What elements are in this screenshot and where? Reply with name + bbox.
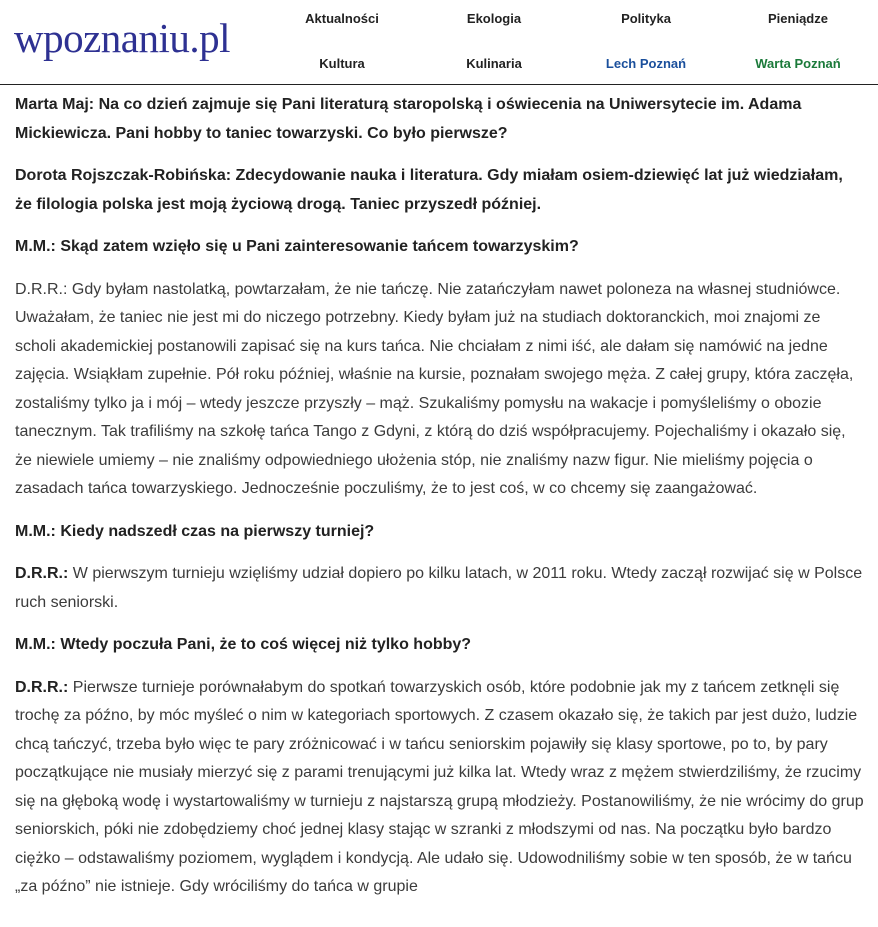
nav-item-ekologia[interactable]: Ekologia <box>466 11 522 26</box>
nav-item-kulinaria[interactable]: Kulinaria <box>466 56 522 71</box>
answer-text: Pierwsze turnieje porównałabym do spotkań towarzyskich osób, które podobnie jak my z tańcem zetknęli się trochę za późno, by móc myśleć o nim w kategoriach sportowych. Z czasem okazało się, że takich par jest dużo, ludzie chcą tańczyć, trzeba było więc te pary zróżnicować i w tańcu seniorskim pojawiły się klasy sportowe, po to, by pary początkujące nie musiały mierzyć się z parami trenującymi już kilka lat. Wtedy wraz z mężem stwierdziliśmy, że rzucimy się na głęboką wodę i wystartowaliśmy w turnieju z najstarszą grupą młodzieży. Postanowiliśmy, że nie wrócimy do grup seniorskich, póki nie zdobędziemy choć jednej klasy stając w szranki z młodszymi od nas. Na początku było bardzo ciężko – odstawaliśmy poziomem, wyglądem i kondycją. Ale udało się. Udowodniliśmy sobie w ten sposób, że w tańcu „za późno” nie istnieje. Gdy wróciliśmy do tańca w grupie <box>15 678 864 895</box>
speaker-label: D.R.R.: <box>15 678 69 696</box>
nav-item-aktualnosci[interactable]: Aktualności <box>305 11 379 26</box>
nav-item-pieniadze[interactable]: Pieniądze <box>768 11 828 26</box>
interview-question: M.M.: Wtedy poczuła Pani, że to coś więcej niż tylko hobby? <box>15 636 472 653</box>
interview-question: Marta Maj: Na co dzień zajmuje się Pani literaturą staropolską i oświecenia na Uniwersytecie im. Adama Mickiewicza. Pani hobby to taniec towarzyski. Co było pierwsze? <box>15 96 802 142</box>
interview-answer: D.R.R.: Gdy byłam nastolatką, powtarzałam, że nie tańczę. Nie zatańczyłam nawet poloneza na własnej studniówce. Uważałam, że taniec nie jest mi do niczego potrzebny. Kiedy byłam już na studiach doktoranckich, moi znajomi ze scholi akademickiej postanowili zapisać się na kurs tańca. Nie chciałam z nimi iść, ale dałam się namówić na jedne zajęcia. Wsiąkłam zupełnie. Pół roku później, właśnie na kursie, poznałam swojego męża. Z całej grupy, która zaczęła, zostaliśmy tylko ja i mój – wtedy jeszcze przyszły – mąż. Szukaliśmy pomysłu na wakacje i pomyśleliśmy o obozie tanecznym. Tak trafiliśmy na szkołę tańca Tango z Gdyni, z którą do dziś współpracujemy. Pojechaliśmy i okazało się, że niewiele umiemy – nie znaliśmy odpowiedniego ułożenia stóp, nie znaliśmy nazw figur. Nie mieliśmy pojęcia o zasadach tańca towarzyskiego. Jednocześnie poczuliśmy, że to jest coś, w co chcemy się zaangażować. <box>15 280 854 497</box>
nav-item-warta-poznan[interactable]: Warta Poznań <box>755 56 841 71</box>
nav-item-lech-poznan[interactable]: Lech Poznań <box>605 56 687 71</box>
speaker-label: D.R.R.: <box>15 565 69 582</box>
nav-item-polityka[interactable]: Polityka <box>621 11 671 26</box>
interview-question: M.M.: Skąd zatem wzięło się u Pani zainteresowanie tańcem towarzyskim? <box>15 238 579 255</box>
site-logo[interactable]: wpoznaniu.pl <box>14 15 231 61</box>
interview-answer <box>15 560 864 617</box>
answer-text: W pierwszym turnieju wzięliśmy udział dopiero po kilku latach, w 2011 roku. Wtedy zaczął rozwijać się w Polsce ruch seniorski. <box>15 565 863 611</box>
interview-answer <box>15 674 864 902</box>
interview-question: M.M.: Kiedy nadszedł czas na pierwszy turniej? <box>15 522 375 540</box>
interview-answer-intro: Dorota Rojszczak-Robińska: Zdecydowanie nauka i literatura. Gdy miałam osiem-dziewięć lat już wiedziałam, że filologia polska jest moją życiową drogą. Taniec przyszedł później. <box>15 167 843 213</box>
site-header <box>0 0 878 85</box>
article-body <box>0 85 878 902</box>
nav-item-kultura[interactable]: Kultura <box>319 56 365 71</box>
